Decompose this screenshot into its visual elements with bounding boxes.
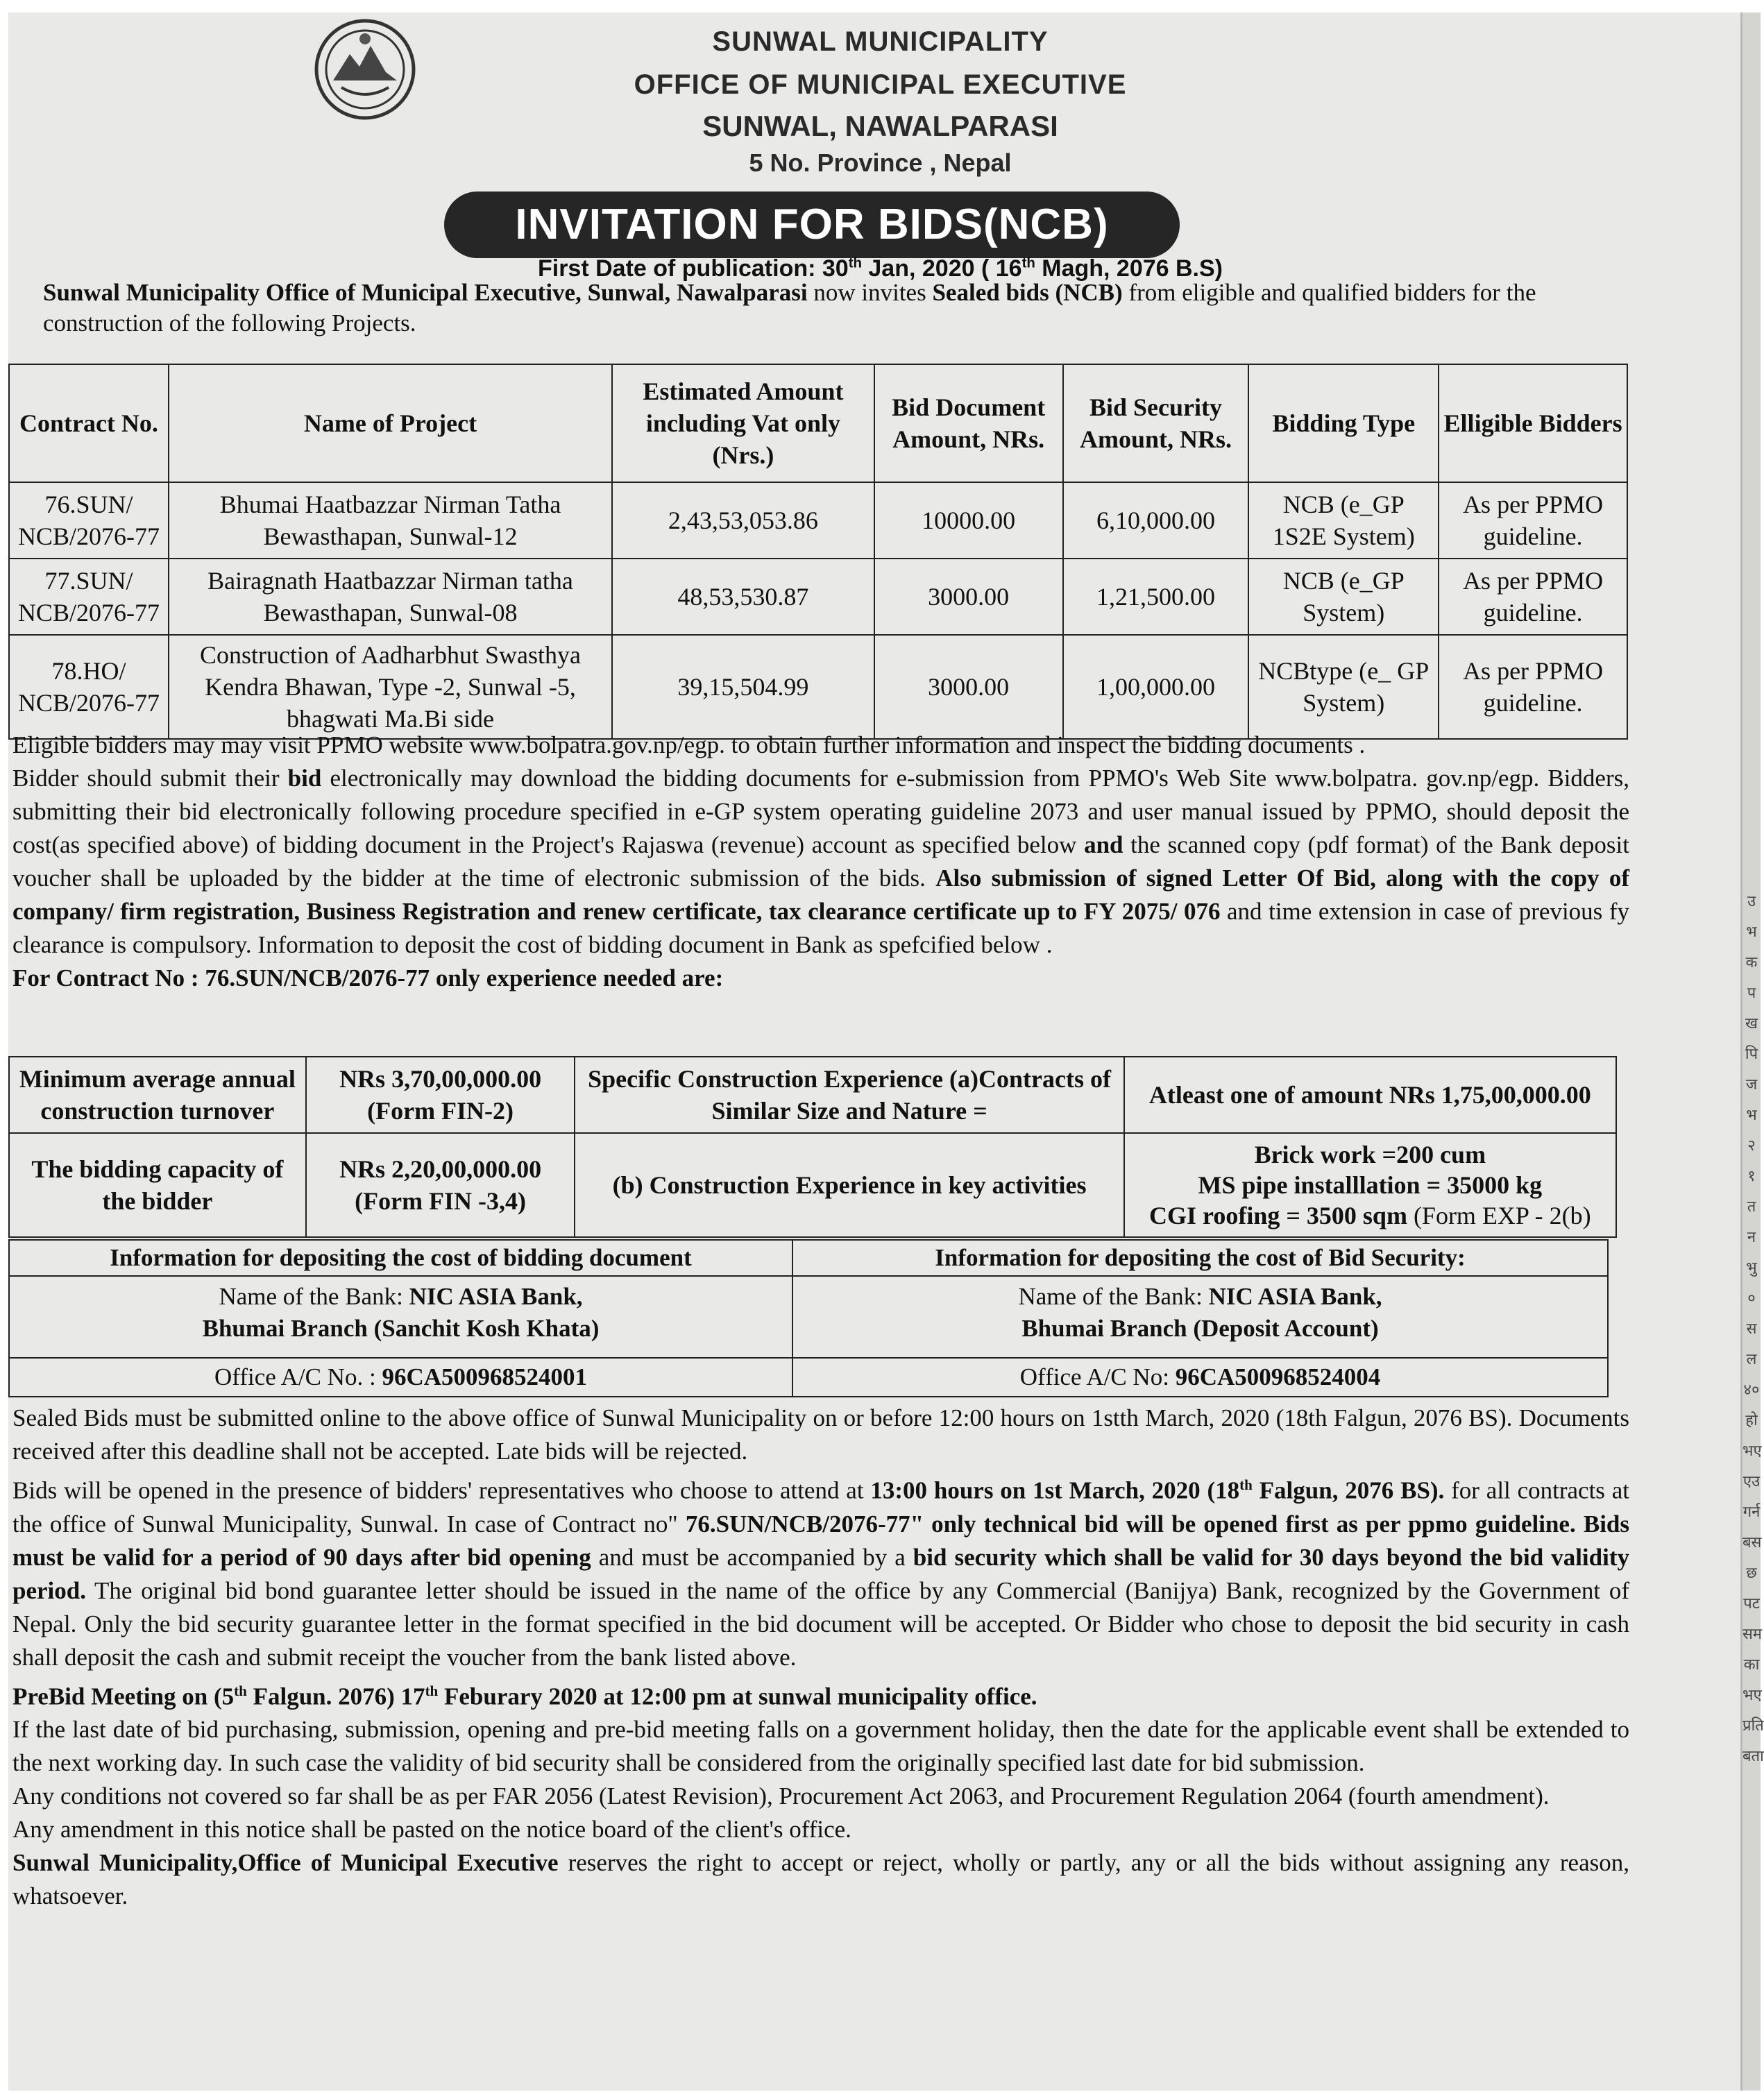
rights-paragraph: Sunwal Municipality,Office of Municipal Executive reserves the right to accept or reject, wholly or partly, any or all the bids without assigning any reason, whatsoever. xyxy=(12,1849,1629,1910)
bank-info-table xyxy=(8,1239,1609,1397)
cell-line: MS pipe installlation = 35000 kg xyxy=(1198,1171,1543,1199)
cell: As per PPMO guideline. xyxy=(1439,635,1627,739)
experience-table xyxy=(8,1056,1617,1238)
col-eligible-bidders: Elligible Bidders xyxy=(1439,364,1627,482)
bidding-document-deposit-info xyxy=(9,1240,792,1358)
cell: 1,00,000.00 xyxy=(1063,635,1249,739)
holiday-paragraph: If the last date of bid purchasing, submission, opening and pre-bid meeting falls on a government holiday, then the date for the applicable event shall be extended to the next working day. In such case the validity of bid security shall be considered from the originally specified last date for bid submission. xyxy=(12,1716,1629,1777)
table-row xyxy=(9,559,1627,635)
cell: 1,21,500.00 xyxy=(1063,559,1249,635)
cell: Office A/C No. : 96CA500968524001 xyxy=(9,1358,792,1397)
cell-title: Information for depositing the cost of bidding document xyxy=(10,1242,792,1277)
cell-title: Information for depositing the cost of Bid Security: xyxy=(793,1242,1607,1277)
conditions-paragraph: Any conditions not covered so far shall be as per FAR 2056 (Latest Revision), Procurement Act 2063, and Procurement Regulation 2064 (fourth amendment). xyxy=(12,1782,1550,1810)
col-project-name: Name of Project xyxy=(169,364,612,482)
cell: 48,53,530.87 xyxy=(612,559,874,635)
cell: NRs 3,70,00,000.00 (Form FIN-2) xyxy=(306,1057,575,1133)
e-submission-paragraph: Bidder should submit their bid electronically may download the bidding documents for e-submission from PPMO's Web Site www.bolpatra. gov.np/egp. Bidders, submitting their bid electronically following procedure specified in e-GP system operating guideline 2073 and user manual issued by PPMO, should deposit the cost(as specified above) of bidding document in the Project's Rajaswa (revenue) account as specified below and the scanned copy (pdf format) of the Bank deposit voucher shall be uploaded by the bidder at the time of electronic submission of the bids. Also submission of signed Letter Of Bid, along with the copy of company/ firm registration, Business Registration and renew certificate, tax clearance certificate up to FY 2075/ 076 and time extension in case of previous fy clearance is compulsory. Information to deposit the cost of bidding document in Bank as spefcified below . xyxy=(12,765,1630,958)
experience-heading: For Contract No : 76.SUN/NCB/2076-77 only experience needed are: xyxy=(12,964,724,991)
cell-line: Bhumai Branch (Deposit Account) xyxy=(1021,1315,1379,1342)
cell-line: Bhumai Branch (Sanchit Kosh Khata) xyxy=(202,1315,600,1342)
cell: Atleast one of amount NRs 1,75,00,000.00 xyxy=(1124,1057,1616,1133)
cell: Construction of Aadharbhut Swasthya Kendra Bhawan, Type -2, Sunwal -5, bhagwati Ma.Bi side xyxy=(169,635,612,739)
website-paragraph: Eligible bidders may may visit PPMO website www.bolpatra.gov.np/egp. to obtain further information and inspect the bidding documents . xyxy=(12,731,1366,758)
cell: Bhumai Haatbazzar Nirman Tatha Bewasthapan, Sunwal-12 xyxy=(169,482,612,559)
deadline-paragraph: Sealed Bids must be submitted online to the above office of Sunwal Municipality on or before 12:00 hours on 1stth March, 2020 (18th Falgun, 2076 BS). Documents received after this deadline shall not be accepted. Late bids will be rejected. xyxy=(12,1404,1629,1465)
cell: Specific Construction Experience (a)Contracts of Similar Size and Nature = xyxy=(575,1057,1123,1133)
cell: 77.SUN/ NCB/2076-77 xyxy=(9,559,169,635)
cell xyxy=(1124,1133,1616,1237)
header-province: 5 No. Province , Nepal xyxy=(749,148,1012,177)
cell: As per PPMO guideline. xyxy=(1439,482,1627,559)
bid-terms xyxy=(12,1402,1629,1913)
table-row xyxy=(9,482,1627,559)
col-bid-security-amount: Bid Security Amount, NRs. xyxy=(1063,364,1249,482)
cell: Office A/C No: 96CA500968524004 xyxy=(792,1358,1608,1397)
opening-paragraph: Bids will be opened in the presence of bidders' representatives who choose to attend at 13:00 hours on 1st March, 2020 (18th Falgun, 2076 BS). for all contracts at the office of Sunwal Municipality, Sunwal. In case of Contract no" 76.SUN/NCB/2076-77" only technical bid will be opened first as per ppmo guideline. Bids must be valid for a period of 90 days after bid opening and must be accompanied by a bid security which shall be valid for 30 days beyond the bid validity period. The original bid bond guarantee letter should be issued in the name of the office by any Commercial (Banijya) Bank, recognized by the Government of Nepal. Only the bid security guarantee letter in the format specified in the bid document will be accepted. Or Bidder who chose to deposit the bid security in cash shall deposit the cash and submit receipt the voucher from the bank listed above. xyxy=(12,1476,1630,1671)
table-row xyxy=(9,635,1627,739)
bid-security-deposit-info xyxy=(792,1240,1608,1358)
cell: 3000.00 xyxy=(874,635,1063,739)
prebid-meeting: PreBid Meeting on (5th Falgun. 2076) 17th Feburary 2020 at 12:00 pm at sunwal municipality office. xyxy=(12,1682,1037,1710)
col-bid-document-amount: Bid Document Amount, NRs. xyxy=(874,364,1063,482)
cell-line: Name of the Bank: NIC ASIA Bank, xyxy=(1018,1283,1382,1310)
col-estimated-amount: Estimated Amount including Vat only (Nrs.) xyxy=(612,364,874,482)
header-municipality: SUNWAL MUNICIPALITY xyxy=(712,26,1049,57)
cell: 78.HO/ NCB/2076-77 xyxy=(9,635,169,739)
amendment-paragraph: Any amendment in this notice shall be pasted on the notice board of the client's office. xyxy=(12,1816,851,1844)
col-contract-no: Contract No. xyxy=(9,364,169,482)
cell: (b) Construction Experience in key activities xyxy=(575,1133,1123,1237)
adjacent-column-fragment: उ भ क प ख पि ज भ २ १ त न भु ० स ल ४० हो भए एउ गर्न बस छ पट सम का भए प्रति बता xyxy=(1740,12,1761,2091)
table-row xyxy=(9,1133,1616,1237)
cell-line: Name of the Bank: NIC ASIA Bank, xyxy=(219,1283,583,1310)
publication-date: First Date of publication: 30th Jan, 2020 ( 16th Magh, 2076 B.S) xyxy=(537,255,1223,282)
cell: Minimum average annual construction turnover xyxy=(9,1057,306,1133)
cell: 39,15,504.99 xyxy=(612,635,874,739)
col-bidding-type: Bidding Type xyxy=(1248,364,1439,482)
submission-instructions xyxy=(12,729,1629,995)
table-row xyxy=(9,1240,1608,1358)
table-header-row xyxy=(9,364,1627,482)
cell: The bidding capacity of the bidder xyxy=(9,1133,306,1237)
cell-line: CGI roofing = 3500 sqm (Form EXP - 2(b) xyxy=(1149,1202,1591,1229)
cell: NCB (e_GP 1S2E System) xyxy=(1248,482,1439,559)
cell: 3000.00 xyxy=(874,559,1063,635)
cell: NRs 2,20,00,000.00 (Form FIN -3,4) xyxy=(306,1133,575,1237)
cell: Bairagnath Haatbazzar Nirman tatha Bewasthapan, Sunwal-08 xyxy=(169,559,612,635)
table-row xyxy=(9,1358,1608,1397)
cell: NCBtype (e_ GP System) xyxy=(1248,635,1439,739)
cell: 76.SUN/ NCB/2076-77 xyxy=(9,482,169,559)
header-location: SUNWAL, NAWALPARASI xyxy=(702,110,1058,142)
cell: 6,10,000.00 xyxy=(1063,482,1249,559)
cell: 10000.00 xyxy=(874,482,1063,559)
cell: 2,43,53,053.86 xyxy=(612,482,874,559)
header-office: OFFICE OF MUNICIPAL EXECUTIVE xyxy=(634,69,1127,100)
cell: NCB (e_GP System) xyxy=(1248,559,1439,635)
cell-line: Brick work =200 cum xyxy=(1254,1141,1486,1168)
cell: As per PPMO guideline. xyxy=(1439,559,1627,635)
projects-table xyxy=(8,364,1628,740)
intro-paragraph: Sunwal Municipality Office of Municipal Executive, Sunwal, Nawalparasi now invites Sealed bids (NCB) from eligible and qualified bidders for the construction of the following Projects. xyxy=(43,279,1536,337)
table-row xyxy=(9,1057,1616,1133)
notice-title: INVITATION FOR BIDS(NCB) xyxy=(444,191,1180,258)
